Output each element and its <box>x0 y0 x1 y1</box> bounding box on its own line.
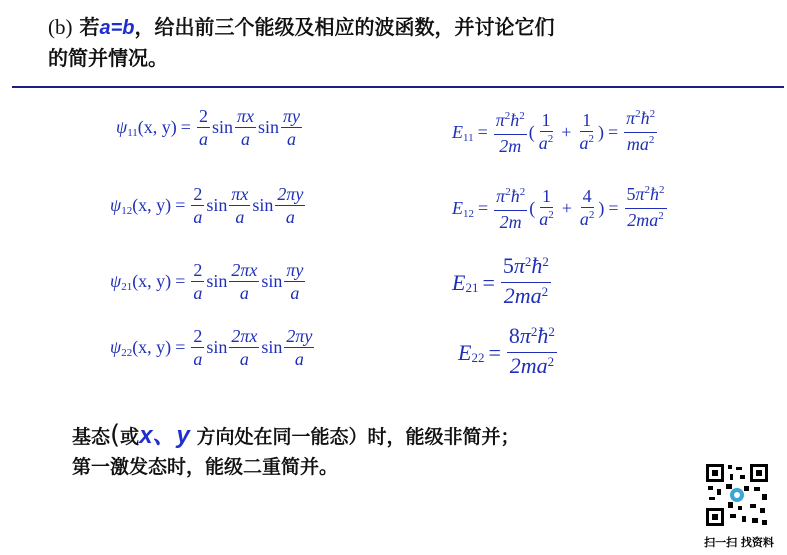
arg2-den: a <box>294 349 304 369</box>
exponent: 2 <box>504 109 511 122</box>
qr-code-icon <box>704 462 770 528</box>
term-fraction-1 <box>537 110 556 156</box>
energy-subscript: 11 <box>463 131 474 144</box>
psi-args: (x, y) <box>137 117 177 137</box>
plus-sign: + <box>561 122 572 142</box>
result-fraction <box>625 184 667 233</box>
exponent: 2 <box>548 324 555 339</box>
prefix-text: 若 <box>79 15 100 39</box>
arg2-num: 2πy <box>277 184 304 204</box>
energy-subscript: 12 <box>463 207 474 220</box>
equals-sign: = <box>175 195 186 215</box>
coef-den: a <box>198 129 208 149</box>
exponent: 2 <box>648 134 655 146</box>
result-coef: 5 <box>626 184 636 204</box>
term2-num: 4 <box>582 185 592 206</box>
energy-symbol: E <box>452 198 463 218</box>
arg-fraction-1 <box>229 260 259 303</box>
result-den: 2ma <box>627 210 659 230</box>
term2-num: 1 <box>582 109 592 130</box>
left-paren: ( <box>110 420 121 450</box>
arg1-den: a <box>239 283 249 303</box>
xy-highlight: x、y <box>139 422 190 449</box>
term2-den: a <box>579 132 589 153</box>
plus-sign: + <box>561 198 572 218</box>
arg1-num: 2πx <box>231 326 258 346</box>
exponent: 2 <box>644 184 651 196</box>
sin-text: sin <box>206 195 228 215</box>
prefactor-fraction <box>494 110 527 156</box>
term-fraction-1 <box>537 186 556 232</box>
coef-num: 2 <box>198 106 208 126</box>
psi-subscript: 21 <box>121 280 133 293</box>
arg-fraction-1 <box>229 184 250 227</box>
term1-num: 1 <box>541 185 551 206</box>
arg2-den: a <box>290 283 300 303</box>
exponent: 2 <box>588 132 594 145</box>
energy-subscript: 21 <box>465 279 479 295</box>
coef-den: a <box>193 283 203 303</box>
equals-sign: = <box>175 271 186 291</box>
arg1-num: πx <box>236 106 254 126</box>
qr-caption: 扫一扫 找资料 <box>704 536 774 549</box>
result-fraction <box>624 108 657 157</box>
condition-text: a=b <box>99 17 135 39</box>
term1-num: 1 <box>541 109 551 130</box>
hbar-symbol: ħ <box>650 184 660 204</box>
exponent: 2 <box>659 184 665 196</box>
exponent: 2 <box>541 284 549 299</box>
equals-sign: = <box>608 198 619 218</box>
energy-symbol: E <box>452 122 463 142</box>
ground-state-text: 基态 <box>72 426 111 448</box>
psi-symbol: ψ <box>110 195 122 215</box>
arg1-num: 2πx <box>231 260 258 280</box>
prefactor-fraction <box>494 186 527 232</box>
sin-text: sin <box>252 195 274 215</box>
psi-args: (x, y) <box>132 271 172 291</box>
problem-text-1: ，给出前三个能级及相应的波函数，并讨论它们 <box>134 15 555 39</box>
left-paren: ( <box>529 198 536 218</box>
exponent: 2 <box>635 108 641 120</box>
psi-symbol: ψ <box>110 337 122 357</box>
psi-21-formula <box>110 260 307 303</box>
exponent: 2 <box>588 208 595 221</box>
energy-12-formula <box>452 184 669 233</box>
problem-statement <box>48 12 748 73</box>
exponent: 2 <box>519 109 525 122</box>
arg-fraction-1 <box>235 106 256 149</box>
conclusion-text-1: 方向处在同一能态）时，能级非简并； <box>189 426 520 448</box>
term2-den: a <box>579 208 589 229</box>
arg-fraction-1 <box>229 326 259 369</box>
conclusion-text <box>72 420 520 482</box>
arg1-den: a <box>240 129 250 149</box>
prefactor-den: 2m <box>499 211 522 232</box>
pi-symbol: π <box>635 184 645 204</box>
exponent: 2 <box>548 208 554 221</box>
arg-fraction-2 <box>284 326 314 369</box>
term-fraction-2 <box>577 110 596 156</box>
arg-fraction-2 <box>275 184 305 227</box>
arg2-num: πy <box>286 260 304 280</box>
result-den: 2ma <box>509 353 548 378</box>
pi-symbol: π <box>495 109 505 130</box>
equals-sign: = <box>488 339 501 365</box>
sin-text: sin <box>206 271 228 291</box>
left-paren: ( <box>528 122 535 142</box>
right-paren: ) <box>598 198 605 218</box>
arg2-num: 2πy <box>286 326 313 346</box>
hbar-symbol: ħ <box>510 109 520 130</box>
energy-subscript: 22 <box>471 349 485 365</box>
equals-sign: = <box>175 337 186 357</box>
problem-line-1 <box>48 12 748 43</box>
result-fraction <box>507 324 557 381</box>
exponent: 2 <box>547 354 555 369</box>
sin-text: sin <box>261 271 283 291</box>
energy-11-formula <box>452 108 659 157</box>
equals-sign: = <box>482 269 495 295</box>
energy-symbol: E <box>452 269 466 295</box>
arg2-den: a <box>286 129 296 149</box>
sin-text: sin <box>206 337 228 357</box>
sin-text: sin <box>211 117 233 137</box>
coef-fraction <box>191 184 204 227</box>
result-fraction <box>501 254 551 311</box>
arg1-num: πx <box>231 184 249 204</box>
conclusion-line-1 <box>72 420 520 452</box>
equals-sign: = <box>477 122 488 142</box>
exponent: 2 <box>542 254 549 269</box>
prefactor-den: 2m <box>499 135 522 156</box>
energy-21-formula <box>452 254 553 311</box>
pi-symbol: π <box>513 253 525 278</box>
result-coef: 5 <box>502 253 514 278</box>
conclusion-line-2: 第一激发态时，能级二重简并。 <box>72 456 339 478</box>
result-den: 2ma <box>503 283 542 308</box>
equals-sign: = <box>607 122 619 142</box>
result-den: ma <box>626 134 649 154</box>
pi-symbol: π <box>626 108 636 128</box>
psi-22-formula <box>110 326 316 369</box>
problem-line-2: 的简并情况。 <box>48 46 168 70</box>
coef-den: a <box>193 207 203 227</box>
psi-symbol: ψ <box>116 117 128 137</box>
divider-line <box>12 86 784 88</box>
coef-num: 2 <box>193 184 203 204</box>
energy-22-formula <box>458 324 559 381</box>
coef-num: 2 <box>193 260 203 280</box>
psi-subscript: 22 <box>121 346 133 359</box>
pi-symbol: π <box>519 323 531 348</box>
arg-fraction-2 <box>281 106 302 149</box>
or-text: 或 <box>120 426 140 448</box>
sin-text: sin <box>261 337 283 357</box>
exponent: 2 <box>519 185 526 198</box>
hbar-symbol: ħ <box>531 253 543 278</box>
exponent: 2 <box>658 210 664 222</box>
arg2-den: a <box>285 207 295 227</box>
psi-args: (x, y) <box>132 195 172 215</box>
hbar-symbol: ħ <box>537 323 549 348</box>
right-paren: ) <box>597 122 604 142</box>
arg1-den: a <box>235 207 245 227</box>
part-label: (b) <box>48 15 73 39</box>
psi-subscript: 11 <box>127 126 138 139</box>
coef-fraction <box>191 260 204 303</box>
psi-11-formula <box>116 106 304 149</box>
coef-fraction <box>197 106 210 149</box>
arg1-den: a <box>239 349 249 369</box>
coef-num: 2 <box>193 326 203 346</box>
coef-den: a <box>193 349 203 369</box>
pi-symbol: π <box>496 185 506 206</box>
term1-den: a <box>538 132 548 153</box>
psi-subscript: 12 <box>121 204 133 217</box>
sin-text: sin <box>257 117 279 137</box>
exponent: 2 <box>530 324 538 339</box>
energy-symbol: E <box>458 339 472 365</box>
arg-fraction-2 <box>284 260 305 303</box>
coef-fraction <box>191 326 204 369</box>
psi-12-formula <box>110 184 307 227</box>
result-coef: 8 <box>508 323 520 348</box>
psi-args: (x, y) <box>132 337 172 357</box>
hbar-symbol: ħ <box>640 108 650 128</box>
equals-sign: = <box>478 198 489 218</box>
arg2-num: πy <box>282 106 300 126</box>
exponent: 2 <box>547 132 554 145</box>
exponent: 2 <box>505 185 511 198</box>
exponent: 2 <box>524 254 532 269</box>
exponent: 2 <box>649 108 656 120</box>
equals-sign: = <box>180 117 191 137</box>
term1-den: a <box>539 208 549 229</box>
hbar-symbol: ħ <box>510 185 520 206</box>
psi-symbol: ψ <box>110 271 122 291</box>
term-fraction-2 <box>578 186 597 232</box>
